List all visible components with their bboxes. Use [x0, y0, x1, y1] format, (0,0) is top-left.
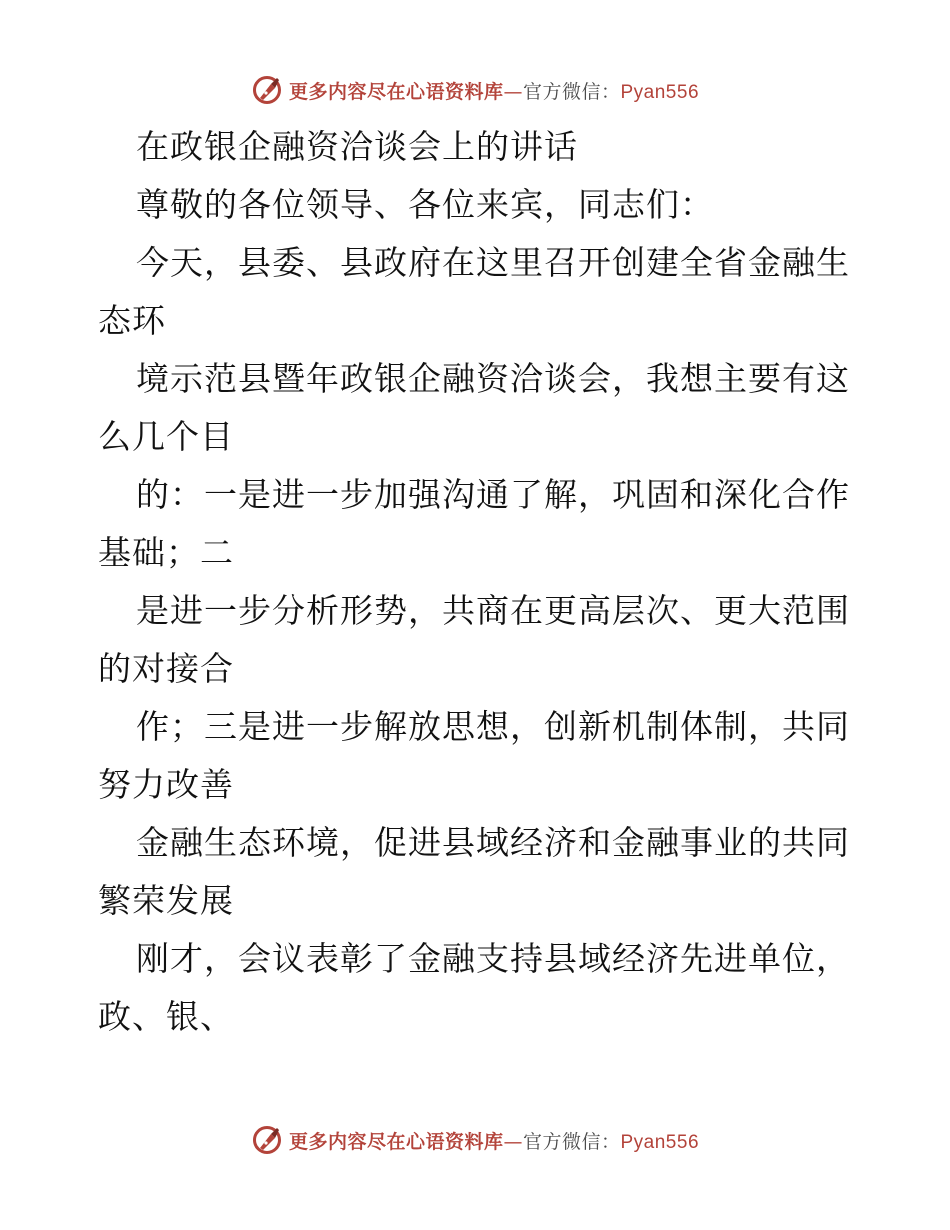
banner-dash: —	[503, 1130, 523, 1153]
banner-caption	[289, 77, 699, 104]
text-line: 的：一是进一步加强沟通了解，巩固和深化合作	[136, 475, 850, 514]
text-line: 刚才，会议表彰了金融支持县域经济先进单位，	[136, 939, 850, 978]
header-banner	[0, 70, 950, 110]
text-line: 的对接合	[98, 649, 234, 688]
pen-nib-circle-icon	[251, 1124, 283, 1156]
banner-label: 官方微信：	[522, 80, 621, 103]
text-line: 态环	[98, 301, 166, 340]
text-line: 金融生态环境，促进县域经济和金融事业的共同	[136, 823, 850, 862]
text-line: 是进一步分析形势，共商在更高层次、更大范围	[136, 591, 850, 630]
text-line: 今天，县委、县政府在这里召开创建全省金融生	[136, 243, 850, 282]
document-body	[98, 118, 858, 1046]
text-line: 努力改善	[98, 765, 234, 804]
footer-banner	[0, 1120, 950, 1160]
text-line: 境示范县暨年政银企融资洽谈会，我想主要有这	[136, 359, 850, 398]
banner-caption	[289, 1127, 699, 1154]
text-line: 繁荣发展	[98, 881, 234, 920]
text-line: 尊敬的各位领导、各位来宾，同志们：	[136, 185, 714, 224]
pen-nib-circle-icon	[251, 74, 283, 106]
text-line: 作；三是进一步解放思想，创新机制体制，共同	[136, 707, 850, 746]
banner-brand: 更多内容尽在心语资料库	[288, 1130, 504, 1153]
text-line: 政、银、	[98, 997, 234, 1036]
document-title: 在政银企融资洽谈会上的讲话	[136, 127, 578, 166]
text-line: 么几个目	[98, 417, 234, 456]
banner-brand: 更多内容尽在心语资料库	[288, 80, 504, 103]
banner-handle: Pyan556	[620, 1131, 700, 1153]
banner-handle: Pyan556	[620, 81, 700, 103]
banner-label: 官方微信：	[522, 1130, 621, 1153]
banner-dash: —	[503, 80, 523, 103]
text-line: 基础；二	[98, 533, 234, 572]
